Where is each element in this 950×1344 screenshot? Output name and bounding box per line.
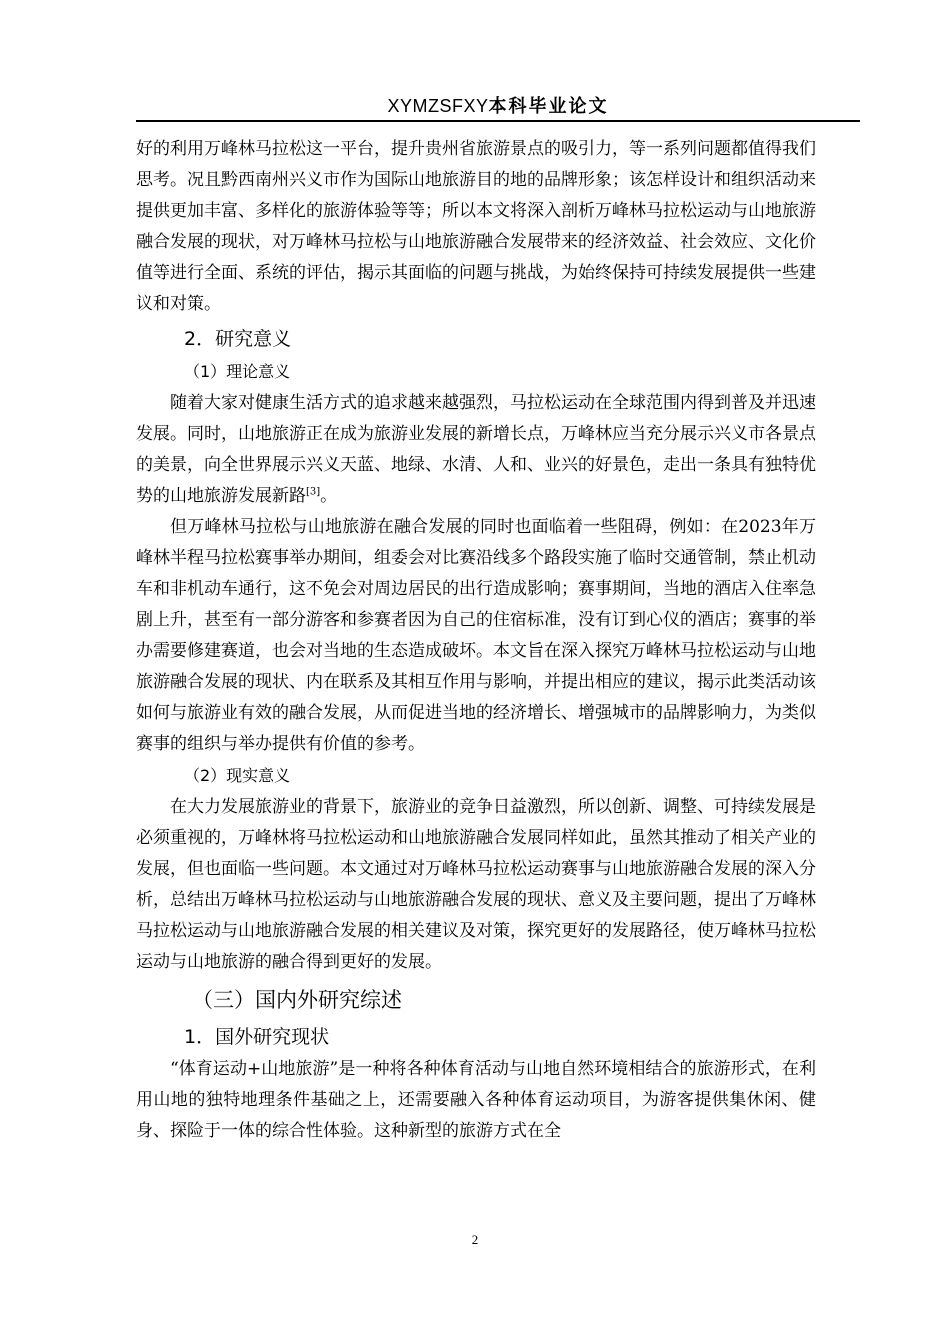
- heading-theoretical-significance: （1）理论意义: [184, 362, 291, 381]
- page-number: 2: [471, 1232, 479, 1247]
- paragraph-2-end: 。: [320, 486, 338, 506]
- paragraph-3: 但万峰林马拉松与山地旅游在融合发展的同时也面临着一些阻碍，例如：在2023年万峰林半程马拉松赛事举办期间，组委会对比赛沿线多个路段实施了临时交通管制，禁止机动车和非机动车通行，这不免会对周边居民的出行造成影响；赛事期间，当地的酒店入住率急剧上升，甚至有一部分游客和参赛者因为自己的住宿标准，没有订到心仪的酒店；赛事的举办需要修建赛道，也会对当地的生态造成破坏。本文旨在深入探究万峰林马拉松运动与山地旅游融合发展的现状、内在联系及其相互作用与影响，并提出相应的建议，揭示此类活动该如何与旅游业有效的融合发展，从而促进当地的经济增长、增强城市的品牌影响力，为类似赛事的组织与举办提供有价值的参考。: [136, 517, 816, 754]
- document-body: [136, 134, 816, 1147]
- page-header: [136, 92, 860, 120]
- header-rule: [136, 120, 860, 122]
- header-code: XYMZSFXY: [387, 96, 489, 116]
- paragraph-2: [136, 388, 816, 512]
- heading-literature-review: （三）国内外研究综述: [192, 988, 402, 1012]
- paragraph-2-text: 随着大家对健康生活方式的追求越来越强烈，马拉松运动在全球范围内得到普及并迅速发展。同时，山地旅游正在成为旅游业发展的新增长点，万峰林应当充分展示兴义市各景点的美景，向全世界展示兴义天蓝、地绿、水清、人和、业兴的好景色，走出一条具有独特优势的山地旅游发展新路: [136, 393, 816, 506]
- heading-practical-significance: （2）现实意义: [184, 766, 291, 785]
- header-title: 本科毕业论文: [488, 96, 609, 117]
- paragraph-4: 在大力发展旅游业的背景下，旅游业的竞争日益激烈，所以创新、调整、可持续发展是必须重视的，万峰林将马拉松运动和山地旅游融合发展同样如此，虽然其推动了相关产业的发展，但也面临一些问题。本文通过对万峰林马拉松运动赛事与山地旅游融合发展的深入分析，总结出万峰林马拉松运动与山地旅游融合发展的现状、意义及主要问题，提出了万峰林马拉松运动与山地旅游融合发展的相关建议及对策，探究更好的发展路径，使万峰林马拉松运动与山地旅游的融合得到更好的发展。: [136, 797, 816, 972]
- paragraph-5: “体育运动+山地旅游”是一种将各种体育活动与山地自然环境相结合的旅游形式，在利用山地的独特地理条件基础之上，还需要融入各种体育运动项目，为游客提供集休闲、健身、探险于一体的综合性体验。这种新型的旅游方式在全: [136, 1059, 816, 1141]
- heading-research-significance: 2．研究意义: [184, 328, 292, 350]
- heading-foreign-research: 1．国外研究现状: [184, 1026, 330, 1048]
- paragraph-1: 好的利用万峰林马拉松这一平台，提升贵州省旅游景点的吸引力，等一系列问题都值得我们思考。况且黔西南州兴义市作为国际山地旅游目的地的品牌形象；该怎样设计和组织活动来提供更加丰富、多样化的旅游体验等等；所以本文将深入剖析万峰林马拉松运动与山地旅游融合发展的现状，对万峰林马拉松与山地旅游融合发展带来的经济效益、社会效应、文化价值等进行全面、系统的评估，揭示其面临的问题与挑战，为始终保持可持续发展提供一些建议和对策。: [136, 139, 816, 314]
- citation-ref: [3]: [306, 486, 321, 498]
